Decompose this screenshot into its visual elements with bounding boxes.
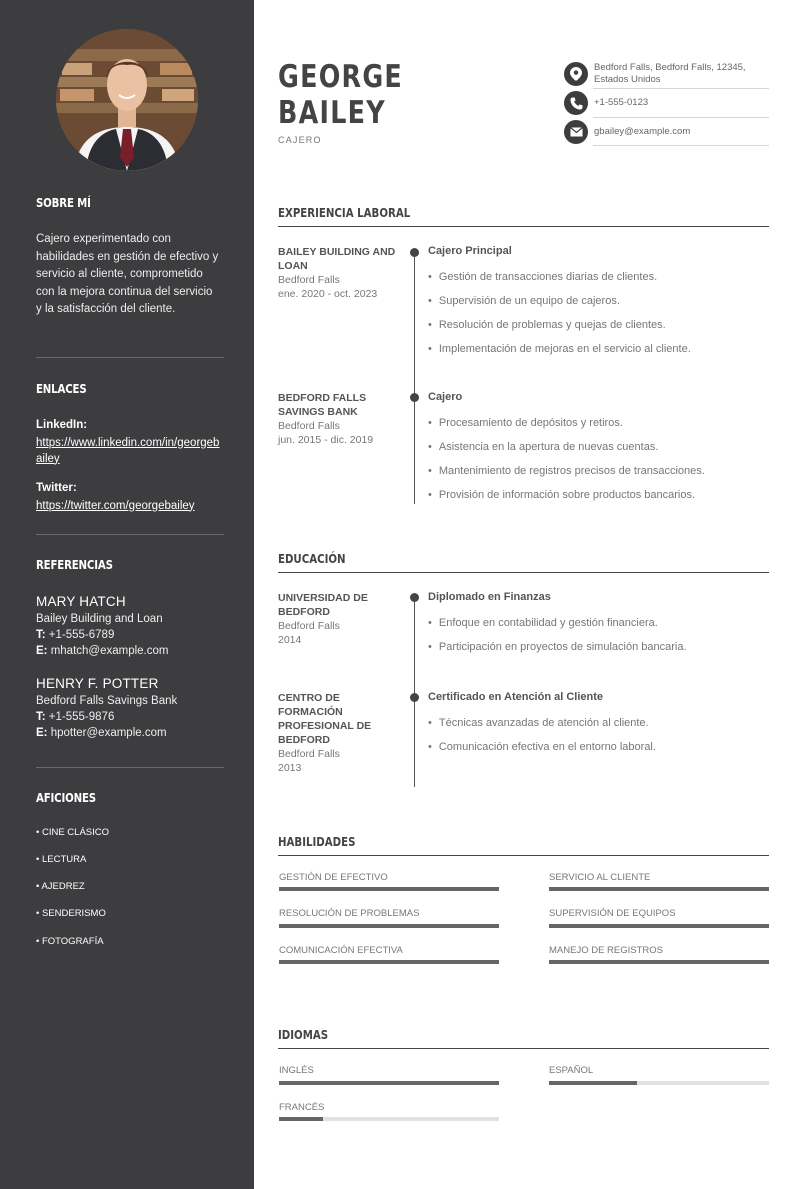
language-label: ESPAÑOL [549,1065,594,1076]
divider [593,145,769,146]
language-label: FRANCÉS [279,1102,325,1113]
experience-org [278,391,398,447]
reference-name: MARY HATCH [36,594,126,609]
link-label: LinkedIn: [36,419,88,431]
location-pin-icon [564,62,588,86]
skill-bar-fill [279,887,499,891]
reference-item [36,675,221,741]
skills-heading: HABILIDADES [278,835,769,856]
bullet-item: • Enfoque en contabilidad y gestión financiera. [428,617,658,629]
education-org [278,591,398,647]
position-title: Cajero [428,391,463,403]
timeline-line [414,252,415,504]
email-label: E: [36,644,48,657]
skill-bar-fill [279,924,499,928]
language-bar-fill [279,1081,499,1085]
email-text: gbailey@example.com [594,126,691,137]
timeline-dot [410,693,419,702]
timeline-dot [410,248,419,257]
sidebar [0,0,254,1189]
job-role: CAJERO [278,135,322,145]
bullet-item: • Resolución de problemas y quejas de clientes. [428,319,666,331]
contact-address [564,62,769,86]
hobby-item: • LECTURA [36,854,87,865]
hobby-item: • SENDERISMO [36,908,106,919]
skill-label: GESTIÓN DE EFECTIVO [279,872,388,883]
skill-bar [549,887,769,891]
phone-text: +1-555-0123 [594,97,649,108]
skill-label: MANEJO DE REGISTROS [549,945,664,956]
bullet-item: • Participación en proyectos de simulación bancaria. [428,641,687,653]
reference-name: HENRY F. POTTER [36,676,159,691]
linkedin-link[interactable]: https://www.linkedin.com/in/georgebailey [36,436,220,465]
education-org [278,691,388,775]
position-title: Cajero Principal [428,245,512,257]
org-name: BEDFORD FALLS SAVINGS BANK [278,392,367,418]
skill-bar [549,924,769,928]
about-text: Cajero experimentado con habilidades en gestión de efectivo y servicio al cliente, comprometido con la mejora continua del servicio y la satisfacción del cliente. [36,233,219,315]
link-linkedin [36,417,221,467]
skill-bar-fill [549,960,769,964]
skill-label: SUPERVISIÓN DE EQUIPOS [549,908,676,919]
twitter-link[interactable]: https://twitter.com/georgebailey [36,499,195,512]
degree-title: Diplomado en Finanzas [428,591,551,603]
org-name: UNIVERSIDAD DE BEDFORD [278,592,368,618]
org-dates: ene. 2020 - oct. 2023 [278,288,378,300]
timeline-dot [410,593,419,602]
divider [593,117,769,118]
languages-heading: IDIOMAS [278,1028,769,1049]
org-place: Bedford Falls [278,420,340,432]
org-dates: 2013 [278,762,302,774]
last-name: BAILEY [278,95,386,131]
bullet-item: • Comunicación efectiva en el entorno laboral. [428,741,656,753]
hobby-item: • AJEDREZ [36,881,85,892]
org-place: Bedford Falls [278,620,340,632]
phone-label: T: [36,710,46,723]
references-heading: REFERENCIAS [36,558,113,572]
org-dates: jun. 2015 - dic. 2019 [278,434,374,446]
links-heading: ENLACES [36,382,87,396]
first-name: GEORGE [278,59,404,95]
skill-bar-fill [279,960,499,964]
address-text: Bedford Falls, Bedford Falls, 12345, Estados Unidos [594,62,746,85]
divider [36,534,224,535]
link-twitter [36,480,221,514]
divider [593,88,769,89]
experience-heading: EXPERIENCIA LABORAL [278,206,769,227]
experience-org [278,245,398,301]
org-dates: 2014 [278,634,302,646]
divider [36,357,224,358]
skill-label: SERVICIO AL CLIENTE [549,872,651,883]
language-bar-fill [549,1081,637,1085]
bullet-item: • Implementación de mejoras en el servicio al cliente. [428,343,691,355]
degree-title: Certificado en Atención al Cliente [428,691,604,703]
reference-phone: +1-555-9876 [48,710,115,723]
link-label: Twitter: [36,482,77,494]
reference-email: mhatch@example.com [50,644,169,657]
bullet-item: • Procesamiento de depósitos y retiros. [428,417,623,429]
divider [36,767,224,768]
bullet-item: • Gestión de transacciones diarias de clientes. [428,271,657,283]
reference-email: hpotter@example.com [50,726,167,739]
skill-bar-fill [549,924,769,928]
org-name: CENTRO DE FORMACIÓN PROFESIONAL DE BEDFORD [278,692,372,746]
skill-label: COMUNICACIÓN EFECTIVA [279,945,403,956]
hobby-item: • FOTOGRAFÍA [36,936,104,947]
skill-bar-fill [549,887,769,891]
hobbies-heading: AFICIONES [36,791,96,805]
reference-phone: +1-555-6789 [48,628,115,641]
org-place: Bedford Falls [278,748,340,760]
hobby-item: • CINE CLÁSICO [36,827,110,838]
contact-email [564,120,769,144]
org-name: BAILEY BUILDING AND LOAN [278,246,396,272]
org-place: Bedford Falls [278,274,340,286]
skill-bar [549,960,769,964]
contact-phone [564,91,769,115]
language-bar-fill [279,1117,323,1121]
language-bar [549,1081,769,1085]
language-label: INGLÉS [279,1065,314,1076]
timeline-dot [410,393,419,402]
bullet-item: • Asistencia en la apertura de nuevas cuentas. [428,441,658,453]
skill-bar [279,887,499,891]
skill-bar [279,960,499,964]
phone-label: T: [36,628,46,641]
education-heading: EDUCACIÓN [278,552,769,573]
reference-org: Bedford Falls Savings Bank [36,694,178,707]
reference-item [36,593,221,659]
skill-bar [279,924,499,928]
email-label: E: [36,726,48,739]
about-heading: SOBRE MÍ [36,196,91,210]
language-bar [279,1117,499,1121]
envelope-icon [564,120,588,144]
reference-org: Bailey Building and Loan [36,612,163,625]
language-bar [279,1081,499,1085]
bullet-item: • Mantenimiento de registros precisos de transacciones. [428,465,705,477]
skill-label: RESOLUCIÓN DE PROBLEMAS [279,908,420,919]
profile-photo [56,29,198,171]
bullet-item: • Provisión de información sobre productos bancarios. [428,489,695,501]
bullet-item: • Supervisión de un equipo de cajeros. [428,295,620,307]
phone-icon [564,91,588,115]
bullet-item: • Técnicas avanzadas de atención al cliente. [428,717,649,729]
